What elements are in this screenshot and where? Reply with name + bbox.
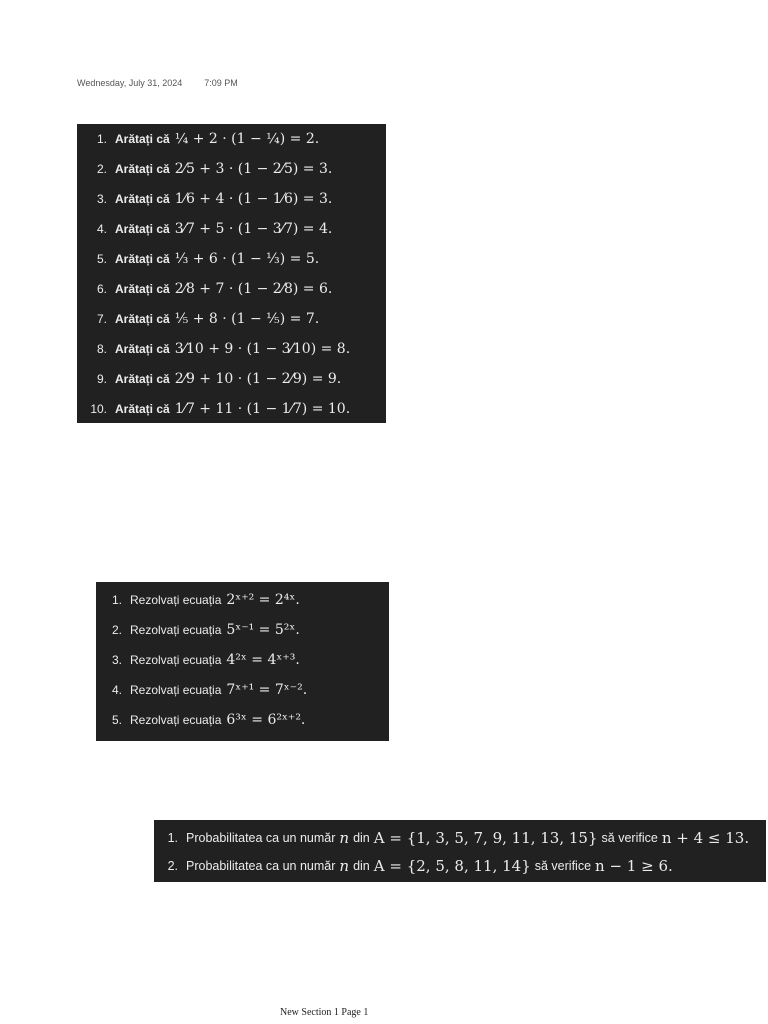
note-header (77, 78, 238, 88)
item-formula: 2⁄8 + 7 · (1 − 2⁄8) = 6. (174, 281, 333, 297)
list-item (96, 585, 389, 615)
exercise-list (77, 124, 386, 424)
list-item (154, 852, 766, 880)
list-item (96, 675, 389, 705)
list-item (77, 124, 386, 154)
item-number: 2. (96, 162, 107, 176)
item-text: Arătați că (115, 192, 170, 206)
list-item (96, 705, 389, 735)
item-text: Rezolvați ecuația (130, 653, 222, 667)
list-item (77, 364, 386, 394)
exercise-list (154, 824, 766, 880)
item-text: să verifice (534, 859, 592, 873)
item-formula: 1⁄6 + 4 · (1 − 1⁄6) = 3. (174, 191, 333, 207)
list-item (77, 304, 386, 334)
list-item (77, 394, 386, 424)
item-number: 2. (167, 859, 178, 873)
item-text: Probabilitatea ca un număr (186, 859, 336, 873)
item-set: A = {2, 5, 8, 11, 14} (373, 857, 531, 875)
item-formula: 3⁄10 + 9 · (1 − 3⁄10) = 8. (174, 341, 351, 357)
list-item (77, 334, 386, 364)
list-item (77, 184, 386, 214)
item-number: 1. (111, 593, 122, 607)
list-item (154, 824, 766, 852)
item-variable: n (339, 829, 350, 847)
item-text: Arătați că (115, 222, 170, 236)
item-text: Rezolvați ecuația (130, 683, 222, 697)
item-number: 1. (167, 831, 178, 845)
item-text: Arătați că (115, 342, 170, 356)
note-date: Wednesday, July 31, 2024 (77, 78, 183, 88)
item-number: 3. (111, 653, 122, 667)
note-time: 7:09 PM (204, 78, 238, 88)
item-number: 5. (111, 713, 122, 727)
page-footer: New Section 1 Page 1 (280, 1007, 369, 1018)
item-number: 2. (111, 623, 122, 637)
item-number: 9. (96, 372, 107, 386)
item-number: 8. (96, 342, 107, 356)
item-formula: 2⁄5 + 3 · (1 − 2⁄5) = 3. (174, 161, 333, 177)
exercise-panel-probability (154, 820, 766, 882)
item-formula: 3⁄7 + 5 · (1 − 3⁄7) = 4. (174, 221, 333, 237)
item-number: 7. (96, 312, 107, 326)
item-number: 5. (96, 252, 107, 266)
item-text: Arătați că (115, 402, 170, 416)
exercise-panel-equations (96, 582, 389, 741)
item-number: 3. (96, 192, 107, 206)
list-item (96, 615, 389, 645)
item-text: Arătați că (115, 162, 170, 176)
item-formula: 7ˣ⁺¹ = 7ˣ⁻². (226, 682, 308, 698)
list-item (96, 645, 389, 675)
list-item (77, 154, 386, 184)
item-formula: ⅕ + 8 · (1 − ⅕) = 7. (174, 311, 320, 327)
item-text: Arătați că (115, 252, 170, 266)
item-text: din (353, 859, 370, 873)
item-text: Rezolvați ecuația (130, 713, 222, 727)
item-text: Arătați că (115, 312, 170, 326)
list-item (77, 274, 386, 304)
item-number: 6. (96, 282, 107, 296)
item-formula: 5ˣ⁻¹ = 5²ˣ. (226, 622, 300, 638)
item-text: Arătați că (115, 282, 170, 296)
item-variable: n (339, 857, 350, 875)
item-formula: 4²ˣ = 4ˣ⁺³. (226, 652, 300, 668)
item-number: 1. (96, 132, 107, 146)
item-set: A = {1, 3, 5, 7, 9, 11, 13, 15} (373, 829, 598, 847)
list-item (77, 214, 386, 244)
item-number: 4. (111, 683, 122, 697)
exercise-list (96, 585, 389, 735)
item-formula: 6³ˣ = 6²ˣ⁺². (226, 712, 306, 728)
item-formula: 2⁄9 + 10 · (1 − 2⁄9) = 9. (174, 371, 342, 387)
item-formula: 1⁄7 + 11 · (1 − 1⁄7) = 10. (174, 401, 351, 417)
list-item (77, 244, 386, 274)
item-text: Arătați că (115, 132, 170, 146)
item-text: din (353, 831, 370, 845)
item-condition: n − 1 ≥ 6. (595, 857, 673, 875)
item-text: să verifice (601, 831, 658, 845)
exercise-panel-fractions (77, 124, 386, 423)
item-text: Probabilitatea ca un număr (186, 831, 336, 845)
item-number: 4. (96, 222, 107, 236)
item-formula: 2ˣ⁺² = 2⁴ˣ. (226, 592, 300, 608)
item-condition: n + 4 ≤ 13. (661, 829, 750, 847)
item-text: Rezolvați ecuația (130, 593, 222, 607)
item-formula: ⅓ + 6 · (1 − ⅓) = 5. (174, 251, 320, 267)
item-text: Arătați că (115, 372, 170, 386)
item-formula: ¼ + 2 · (1 − ¼) = 2. (174, 131, 320, 147)
item-text: Rezolvați ecuația (130, 623, 222, 637)
item-number: 10. (90, 402, 107, 416)
